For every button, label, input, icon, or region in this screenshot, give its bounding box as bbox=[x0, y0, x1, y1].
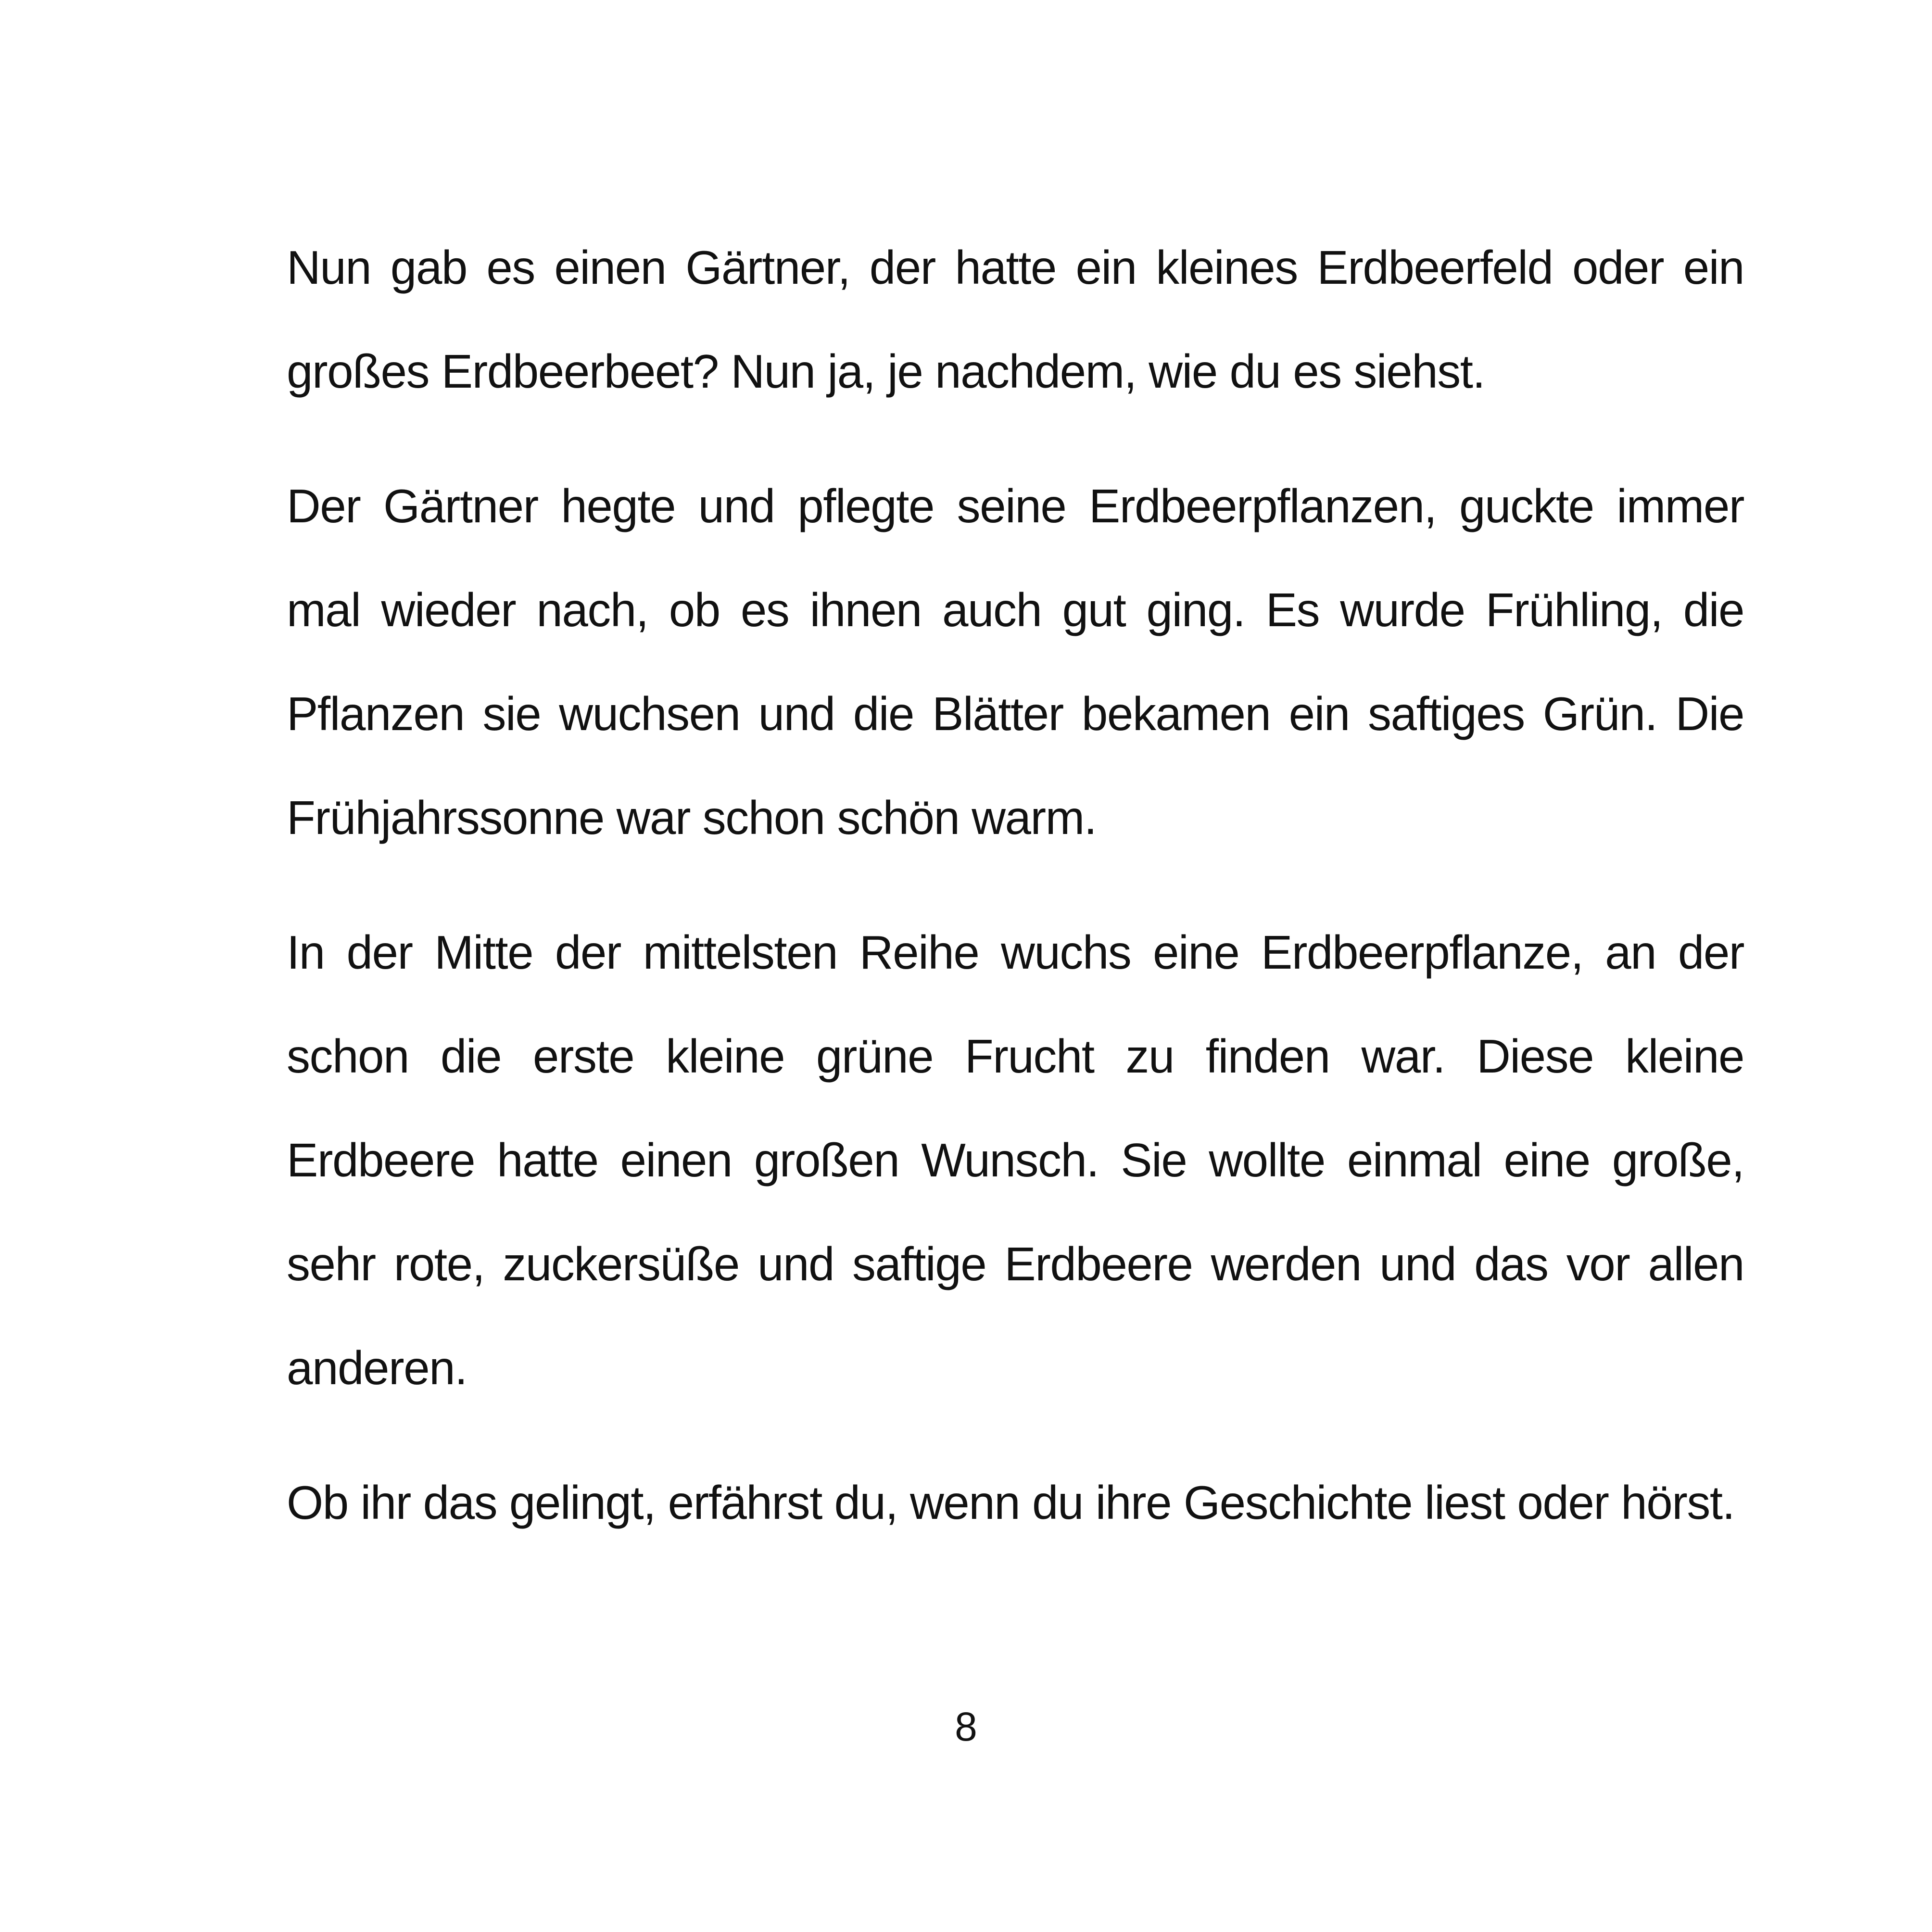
body-text bbox=[287, 215, 1744, 1585]
paragraph-2: Der Gärtner hegte und pflegte seine Erdbeerpflanzen, guckte immer mal wieder nach, ob es ihnen auch gut ging. Es wurde Frühling, die Pflanzen sie wuchsen und die Blätter bekamen ein saftiges Grün. Die Frühjahrssonne war schon schön warm. bbox=[287, 480, 1744, 844]
paragraph-3: In der Mitte der mittelsten Reihe wuchs eine Erdbeerpflanze, an der schon die erste kleine grüne Frucht zu finden war. Diese kleine Erdbeere hatte einen großen Wunsch. Sie wollte einmal eine große, sehr rote, zuckersüße und saftige Erdbeere werden und das vor allen anderen. bbox=[287, 926, 1744, 1394]
page-number: 8 bbox=[955, 1704, 977, 1749]
paragraph-4: Ob ihr das gelingt, erfährst du, wenn du ihre Geschichte liest oder hörst. bbox=[287, 1476, 1735, 1529]
paragraph-1: Nun gab es einen Gärtner, der hatte ein kleines Erdbeerfeld oder ein großes Erdbeerbeet? Nun ja, je nachdem, wie du es siehst. bbox=[287, 241, 1744, 398]
